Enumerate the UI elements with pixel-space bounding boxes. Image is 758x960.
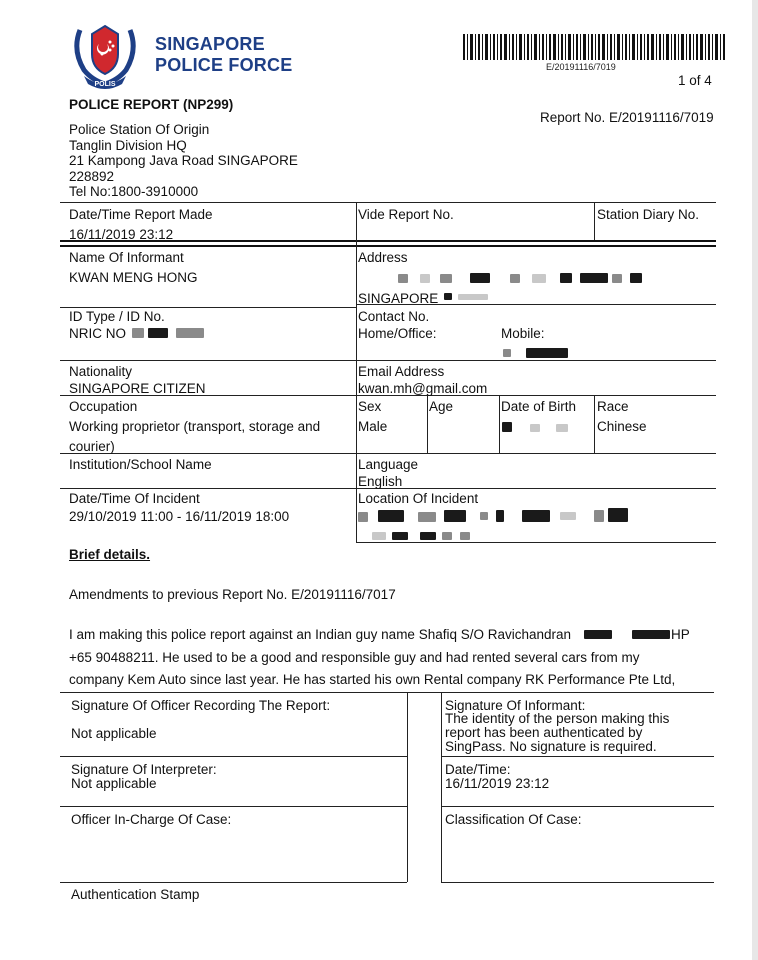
occupation-value-line2: courier) <box>69 439 115 454</box>
signature-datetime-label: Date/Time: <box>445 762 511 777</box>
officer-incharge-label: Officer In-Charge Of Case: <box>71 812 232 827</box>
redacted-address <box>510 274 520 283</box>
redacted-location <box>496 510 504 522</box>
brand-name <box>155 34 292 76</box>
signature-datetime-value: 16/11/2019 23:12 <box>445 776 550 791</box>
column-divider <box>427 395 428 453</box>
rule <box>60 202 716 203</box>
redacted-location <box>480 512 488 520</box>
redacted-address <box>470 273 490 283</box>
redacted-location <box>442 532 452 540</box>
column-divider <box>441 692 442 882</box>
informant-note-line-2: report has been authenticated by <box>445 725 643 740</box>
redacted-id <box>132 328 144 338</box>
redacted-location <box>460 532 470 540</box>
report-datetime-label: Date/Time Report Made <box>69 207 213 222</box>
column-divider <box>356 202 357 542</box>
station-diary-label: Station Diary No. <box>597 207 700 222</box>
incident-location-label: Location Of Incident <box>358 491 479 506</box>
column-divider <box>594 395 595 453</box>
redacted-address <box>630 273 642 283</box>
contact-label: Contact No. <box>358 309 430 324</box>
sex-label: Sex <box>358 399 382 414</box>
redacted-address <box>580 273 608 283</box>
redacted-text <box>632 630 670 639</box>
station-block <box>69 122 298 200</box>
home-office-label: Home/Office: <box>358 326 437 341</box>
nationality-value: SINGAPORE CITIZEN <box>69 381 206 396</box>
rule <box>60 360 716 361</box>
station-name: Tanglin Division HQ <box>69 137 187 153</box>
officer-signature-label: Signature Of Officer Recording The Report: <box>71 698 331 713</box>
details-line-1: I am making this police report against an Indian guy name Shafiq S/O Ravichandran <box>69 627 572 642</box>
rule <box>60 692 714 693</box>
interpreter-signature-value: Not applicable <box>71 776 157 791</box>
redacted-location <box>392 532 408 540</box>
redacted-location <box>560 512 576 520</box>
column-divider <box>594 202 595 240</box>
authentication-stamp-label: Authentication Stamp <box>71 887 200 902</box>
dob-label: Date of Birth <box>501 399 577 414</box>
station-tel: Tel No:1800-3910000 <box>69 184 199 199</box>
redacted-address <box>560 273 572 283</box>
informant-label: Name Of Informant <box>69 250 184 265</box>
column-divider <box>407 692 408 882</box>
page-edge <box>752 0 758 960</box>
details-line-2: +65 90488211. He used to be a good and responsible guy and had rented several cars from my <box>69 650 640 665</box>
id-type-value: NRIC NO <box>69 326 126 341</box>
logo-text: POLIS <box>94 81 116 88</box>
rule <box>441 806 714 807</box>
details-line-1-tail: HP <box>671 627 690 642</box>
redacted-location <box>372 532 386 540</box>
redacted-location <box>522 510 550 522</box>
id-type-label: ID Type / ID No. <box>69 309 165 324</box>
redacted-location <box>594 510 604 522</box>
redacted-location <box>608 508 628 522</box>
informant-note-line-1: The identity of the person making this <box>445 711 670 726</box>
redacted-address <box>398 274 408 283</box>
address-label: Address <box>358 250 408 265</box>
redacted-location <box>444 510 466 522</box>
station-address: 21 Kampong Java Road SINGAPORE <box>69 153 298 168</box>
details-line-3: company Kem Auto since last year. He has started his own Rental company RK Performance Pte Ltd, <box>69 672 676 687</box>
station-postal: 228892 <box>69 168 115 184</box>
redacted-id <box>176 328 204 338</box>
officer-signature-value: Not applicable <box>71 726 157 741</box>
race-label: Race <box>597 399 629 414</box>
classification-label: Classification Of Case: <box>445 812 582 827</box>
redacted-text <box>584 630 612 639</box>
redacted-address <box>420 274 430 283</box>
redacted-dob <box>502 422 512 432</box>
rule <box>60 245 716 247</box>
incident-time-value: 29/10/2019 11:00 - 16/11/2019 18:00 <box>69 509 290 524</box>
redacted-mobile <box>526 348 568 358</box>
informant-note-line-3: SingPass. No signature is required. <box>445 739 657 754</box>
informant-value: KWAN MENG HONG <box>69 270 198 285</box>
redacted-dob <box>556 424 568 432</box>
language-label: Language <box>358 457 419 472</box>
redacted-location <box>358 512 368 522</box>
redacted-id <box>148 328 168 338</box>
brand-line-2: POLICE FORCE <box>155 55 293 75</box>
informant-signature-label: Signature Of Informant: <box>445 698 586 713</box>
redacted-address <box>440 274 452 283</box>
redacted-address <box>532 274 546 283</box>
redacted-location <box>418 512 436 522</box>
age-label: Age <box>429 399 454 414</box>
police-crest-logo <box>66 20 144 92</box>
address-country: SINGAPORE <box>358 291 439 306</box>
barcode-text: E/20191116/7019 <box>546 62 616 72</box>
report-number: Report No. E/20191116/7019 <box>540 110 714 125</box>
rule <box>60 307 356 308</box>
email-value: kwan.mh@gmail.com <box>358 381 488 396</box>
column-divider <box>499 395 500 453</box>
barcode <box>463 34 725 60</box>
interpreter-signature-label: Signature Of Interpreter: <box>71 762 217 777</box>
page-indicator: 1 of 4 <box>678 73 712 88</box>
email-label: Email Address <box>358 364 445 379</box>
brand-line-1: SINGAPORE <box>155 34 265 54</box>
report-title: POLICE REPORT (NP299) <box>69 97 234 112</box>
brief-details-heading: Brief details. <box>69 547 151 562</box>
rule <box>441 756 714 757</box>
rule <box>60 806 407 807</box>
redacted-mobile <box>503 349 511 357</box>
redacted-location <box>420 532 436 540</box>
sex-value: Male <box>358 419 388 434</box>
informant-signature-note <box>445 712 669 754</box>
rule <box>356 542 716 543</box>
report-datetime-value: 16/11/2019 23:12 <box>69 227 174 242</box>
vide-report-label: Vide Report No. <box>358 207 454 222</box>
station-label: Police Station Of Origin <box>69 122 210 137</box>
incident-time-label: Date/Time Of Incident <box>69 491 200 506</box>
rule <box>441 882 714 883</box>
redacted-address <box>444 293 452 300</box>
amendment-text: Amendments to previous Report No. E/20191116/7017 <box>69 587 396 602</box>
redacted-address <box>612 274 622 283</box>
rule <box>60 756 407 757</box>
race-value: Chinese <box>597 419 647 434</box>
mobile-label: Mobile: <box>501 326 545 341</box>
rule <box>60 453 716 454</box>
institution-label: Institution/School Name <box>69 457 212 472</box>
redacted-address <box>458 294 488 300</box>
rule <box>60 882 407 883</box>
occupation-value-line1: Working proprietor (transport, storage and <box>69 419 321 434</box>
language-value: English <box>358 474 403 489</box>
redacted-dob <box>530 424 540 432</box>
redacted-location <box>378 510 404 522</box>
occupation-label: Occupation <box>69 399 138 414</box>
nationality-label: Nationality <box>69 364 133 379</box>
